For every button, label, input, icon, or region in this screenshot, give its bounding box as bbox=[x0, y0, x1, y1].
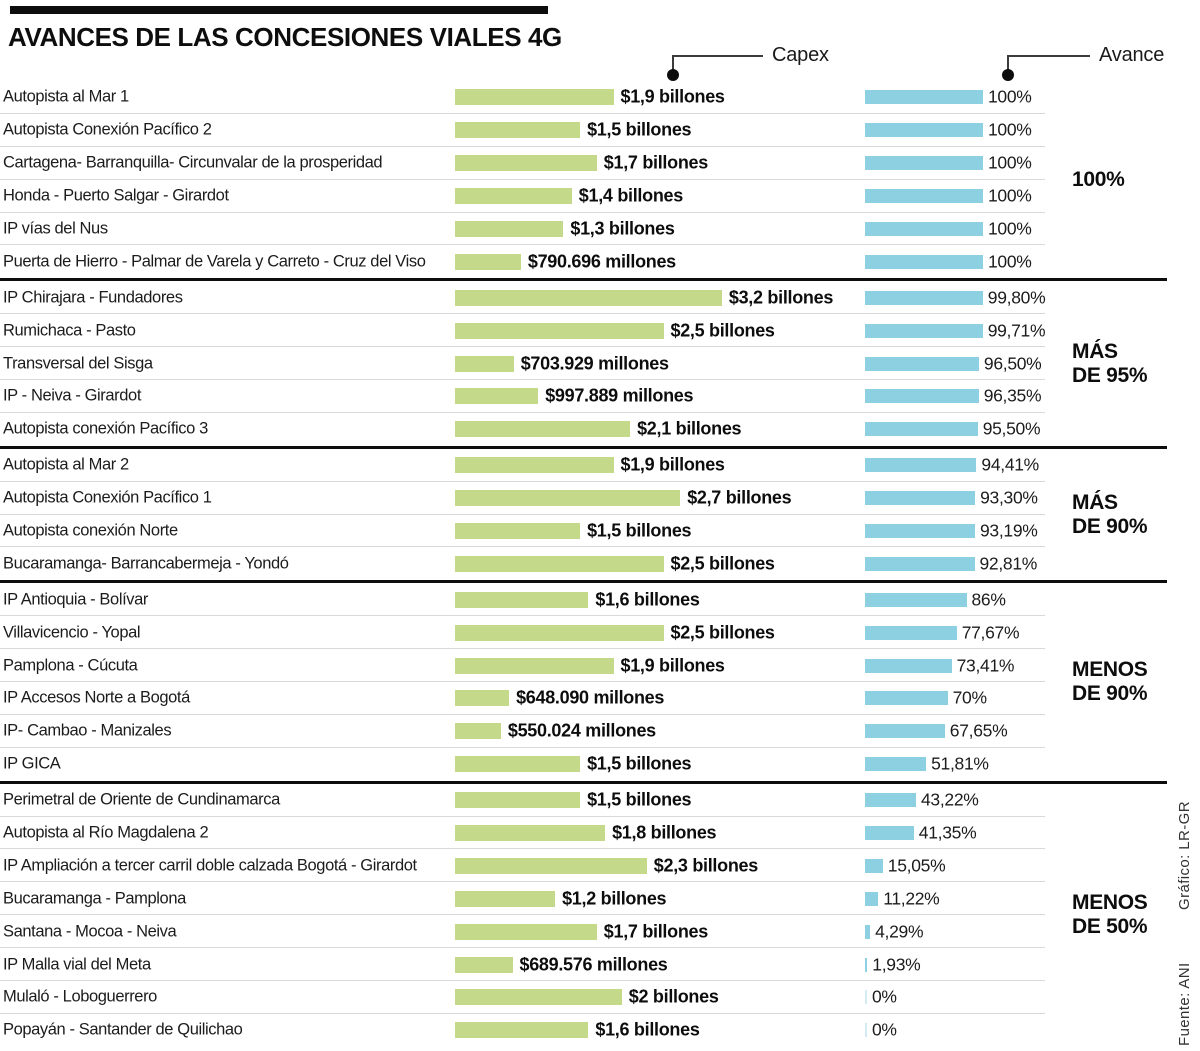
capex-callout-line bbox=[673, 55, 763, 57]
concession-row bbox=[0, 313, 1045, 347]
group-range-label-line: MÁS bbox=[1072, 339, 1118, 363]
capex-value-label: $2,5 billones bbox=[670, 320, 775, 341]
capex-bar bbox=[455, 155, 597, 171]
capex-bar bbox=[455, 858, 647, 874]
avance-value-label: 4,29% bbox=[875, 921, 924, 942]
capex-bar bbox=[455, 924, 597, 940]
concession-name-label: Honda - Puerto Salgar - Girardot bbox=[3, 186, 229, 205]
capex-bar bbox=[455, 290, 722, 306]
avance-bar bbox=[865, 925, 870, 939]
concession-name-label: Pamplona - Cúcuta bbox=[3, 656, 138, 675]
avance-value-label: 93,30% bbox=[980, 487, 1038, 508]
capex-bar bbox=[455, 421, 630, 437]
capex-value-label: $550.024 millones bbox=[507, 720, 656, 741]
concession-row bbox=[0, 947, 1045, 981]
legend-avance-label: Avance bbox=[1099, 44, 1165, 66]
group-range-label-line: DE 95% bbox=[1072, 363, 1148, 387]
avance-bar bbox=[865, 291, 983, 305]
avance-bar bbox=[865, 189, 983, 203]
avance-value-label: 99,71% bbox=[987, 320, 1046, 341]
avance-value-label: 96,50% bbox=[983, 353, 1042, 374]
concession-name-label: Perimetral de Oriente de Cundinamarca bbox=[3, 790, 280, 809]
capex-bar bbox=[455, 957, 513, 973]
capex-bar bbox=[455, 323, 664, 339]
concession-row bbox=[0, 615, 1045, 649]
avance-bar bbox=[865, 626, 957, 640]
concession-name-label: Autopista al Mar 2 bbox=[3, 455, 129, 474]
concession-name-label: Puerta de Hierro - Palmar de Varela y Carreto - Cruz del Viso bbox=[3, 252, 426, 271]
credit-source: Fuente: ANI bbox=[1176, 962, 1193, 1046]
concession-row bbox=[0, 848, 1045, 882]
capex-value-label: $648.090 millones bbox=[516, 687, 665, 708]
avance-value-label: 11,22% bbox=[883, 888, 940, 909]
concession-name-label: IP Antioquia - Bolívar bbox=[3, 590, 148, 609]
capex-callout-dot-icon bbox=[667, 69, 679, 81]
capex-bar bbox=[455, 723, 501, 739]
avance-bar bbox=[865, 1023, 867, 1037]
avance-bar bbox=[865, 724, 945, 738]
concession-row bbox=[0, 648, 1045, 682]
concession-name-label: Mulaló - Loboguerrero bbox=[3, 987, 157, 1006]
avance-value-label: 86% bbox=[971, 589, 1006, 610]
concession-row bbox=[0, 379, 1045, 413]
concession-name-label: IP vías del Nus bbox=[3, 219, 108, 238]
concession-row bbox=[0, 146, 1045, 180]
section-ms-de95 bbox=[0, 281, 1200, 445]
avance-value-label: 93,19% bbox=[980, 520, 1038, 541]
section-100 bbox=[0, 81, 1200, 278]
group-range-label-line: MENOS bbox=[1072, 891, 1148, 915]
avance-bar bbox=[865, 593, 967, 607]
avance-bar bbox=[865, 255, 983, 269]
concession-row bbox=[0, 546, 1045, 580]
avance-value-label: 95,50% bbox=[982, 418, 1041, 439]
concession-name-label: Autopista conexión Norte bbox=[3, 521, 178, 540]
concession-row bbox=[0, 583, 1045, 616]
avance-callout-line bbox=[1008, 55, 1090, 57]
capex-value-label: $997.889 millones bbox=[545, 385, 694, 406]
avance-value-label: 96,35% bbox=[983, 385, 1042, 406]
concession-row bbox=[0, 747, 1045, 781]
concession-name-label: Villavicencio - Yopal bbox=[3, 623, 141, 642]
capex-bar bbox=[455, 1022, 588, 1038]
capex-value-label: $1,5 billones bbox=[587, 753, 692, 774]
concession-name-label: Bucaramanga - Pamplona bbox=[3, 889, 186, 908]
concession-name-label: Cartagena- Barranquilla- Circunvalar de la prosperidad bbox=[3, 153, 383, 172]
concession-name-label: Autopista conexión Pacífico 3 bbox=[3, 419, 208, 438]
avance-value-label: 100% bbox=[988, 251, 1032, 272]
concession-row bbox=[0, 681, 1045, 715]
avance-value-label: 51,81% bbox=[931, 753, 989, 774]
avance-value-label: 41,35% bbox=[918, 822, 977, 843]
avance-bar bbox=[865, 222, 983, 236]
group-range-label bbox=[1072, 491, 1147, 539]
capex-value-label: $1,2 billones bbox=[562, 888, 667, 909]
capex-bar bbox=[455, 221, 563, 237]
concession-name-label: Autopista al Mar 1 bbox=[3, 87, 129, 106]
chart-body bbox=[0, 81, 1200, 1047]
avance-value-label: 100% bbox=[988, 119, 1032, 140]
avance-value-label: 43,22% bbox=[921, 789, 979, 810]
concession-name-label: Bucaramanga- Barrancabermeja - Yondó bbox=[3, 554, 289, 573]
group-range-label-line: DE 90% bbox=[1072, 514, 1148, 538]
concession-name-label: Autopista al Río Magdalena 2 bbox=[3, 823, 209, 842]
capex-value-label: $2,7 billones bbox=[687, 487, 792, 508]
avance-bar bbox=[865, 156, 983, 170]
avance-bar bbox=[865, 557, 975, 571]
concession-row bbox=[0, 514, 1045, 548]
concession-row bbox=[0, 179, 1045, 213]
capex-value-label: $1,4 billones bbox=[578, 185, 683, 206]
concession-row bbox=[0, 914, 1045, 948]
capex-bar bbox=[455, 523, 580, 539]
concession-row bbox=[0, 281, 1045, 314]
avance-value-label: 100% bbox=[988, 86, 1032, 107]
avance-value-label: 0% bbox=[872, 1019, 897, 1040]
avance-bar bbox=[865, 324, 983, 338]
capex-value-label: $2,3 billones bbox=[653, 855, 758, 876]
concession-row bbox=[0, 81, 1045, 114]
concession-row bbox=[0, 412, 1045, 446]
avance-callout-dot-icon bbox=[1002, 69, 1014, 81]
avance-bar bbox=[865, 958, 867, 972]
capex-bar bbox=[455, 490, 680, 506]
avance-bar bbox=[865, 524, 975, 538]
capex-value-label: $1,7 billones bbox=[603, 152, 708, 173]
section-menos-de90 bbox=[0, 583, 1200, 780]
group-range-label bbox=[1072, 340, 1147, 388]
avance-bar bbox=[865, 659, 952, 673]
concession-name-label: Rumichaca - Pasto bbox=[3, 321, 136, 340]
capex-value-label: $1,9 billones bbox=[620, 655, 725, 676]
concession-row bbox=[0, 816, 1045, 850]
capex-bar bbox=[455, 792, 580, 808]
capex-bar bbox=[455, 625, 664, 641]
capex-value-label: $1,6 billones bbox=[595, 1019, 700, 1040]
avance-bar bbox=[865, 859, 883, 873]
concession-row bbox=[0, 714, 1045, 748]
concession-name-label: IP Chirajara - Fundadores bbox=[3, 288, 183, 307]
group-range-label-line: 100% bbox=[1072, 167, 1125, 191]
group-range-label bbox=[1072, 658, 1148, 706]
capex-value-label: $1,3 billones bbox=[570, 218, 675, 239]
capex-value-label: $1,9 billones bbox=[620, 454, 725, 475]
avance-value-label: 77,67% bbox=[961, 622, 1020, 643]
concession-row bbox=[0, 881, 1045, 915]
concession-name-label: IP Accesos Norte a Bogotá bbox=[3, 688, 190, 707]
avance-value-label: 99,80% bbox=[987, 287, 1046, 308]
concession-row bbox=[0, 1013, 1045, 1047]
capex-value-label: $703.929 millones bbox=[520, 353, 669, 374]
group-range-label-line: MÁS bbox=[1072, 490, 1118, 514]
avance-bar bbox=[865, 826, 914, 840]
capex-bar bbox=[455, 388, 538, 404]
capex-value-label: $1,7 billones bbox=[603, 921, 708, 942]
avance-value-label: 94,41% bbox=[981, 454, 1039, 475]
avance-bar bbox=[865, 990, 867, 1004]
avance-value-label: 67,65% bbox=[949, 720, 1008, 741]
concession-row bbox=[0, 784, 1045, 817]
concession-name-label: Popayán - Santander de Quilichao bbox=[3, 1020, 243, 1039]
capex-bar bbox=[455, 254, 521, 270]
avance-bar bbox=[865, 357, 979, 371]
capex-value-label: $1,9 billones bbox=[620, 86, 725, 107]
avance-value-label: 15,05% bbox=[887, 855, 946, 876]
capex-value-label: $2 billones bbox=[628, 986, 719, 1007]
concession-name-label: IP Ampliación a tercer carril doble calzada Bogotá - Girardot bbox=[3, 856, 417, 875]
group-range-label bbox=[1072, 891, 1148, 939]
concession-row bbox=[0, 980, 1045, 1014]
capex-bar bbox=[455, 592, 588, 608]
capex-value-label: $790.696 millones bbox=[527, 251, 676, 272]
concession-name-label: Santana - Mocoa - Neiva bbox=[3, 922, 177, 941]
legend-capex-label: Capex bbox=[772, 44, 829, 66]
capex-bar bbox=[455, 690, 509, 706]
capex-value-label: $1,5 billones bbox=[587, 119, 692, 140]
capex-value-label: $1,5 billones bbox=[587, 520, 692, 541]
avance-bar bbox=[865, 90, 983, 104]
capex-bar bbox=[455, 989, 622, 1005]
section-menos-de50 bbox=[0, 784, 1200, 1047]
capex-bar bbox=[455, 891, 555, 907]
capex-bar bbox=[455, 556, 664, 572]
concession-row bbox=[0, 113, 1045, 147]
concession-name-label: IP GICA bbox=[3, 754, 61, 773]
section-ms-de90 bbox=[0, 449, 1200, 581]
group-range-label-line: MENOS bbox=[1072, 658, 1148, 682]
capex-bar bbox=[455, 188, 572, 204]
capex-value-label: $2,5 billones bbox=[670, 553, 775, 574]
capex-bar bbox=[455, 825, 605, 841]
avance-bar bbox=[865, 793, 916, 807]
capex-value-label: $1,6 billones bbox=[595, 589, 700, 610]
avance-bar bbox=[865, 389, 979, 403]
avance-bar bbox=[865, 458, 976, 472]
concession-name-label: Autopista Conexión Pacífico 1 bbox=[3, 488, 212, 507]
capex-bar bbox=[455, 658, 614, 674]
avance-bar bbox=[865, 491, 975, 505]
capex-value-label: $3,2 billones bbox=[728, 287, 834, 308]
avance-value-label: 100% bbox=[988, 218, 1032, 239]
avance-bar bbox=[865, 123, 983, 137]
concession-name-label: IP - Neiva - Girardot bbox=[3, 386, 142, 405]
concession-name-label: IP- Cambao - Manizales bbox=[3, 721, 172, 740]
avance-bar bbox=[865, 757, 926, 771]
concession-name-label: IP Malla vial del Meta bbox=[3, 955, 151, 974]
avance-bar bbox=[865, 422, 978, 436]
concession-name-label: Autopista Conexión Pacífico 2 bbox=[3, 120, 212, 139]
capex-value-label: $2,1 billones bbox=[637, 418, 742, 439]
concession-row bbox=[0, 212, 1045, 246]
avance-value-label: 73,41% bbox=[956, 655, 1015, 676]
capex-bar bbox=[455, 122, 580, 138]
group-range-label-line: DE 90% bbox=[1072, 682, 1148, 706]
concession-row bbox=[0, 449, 1045, 482]
concession-row bbox=[0, 481, 1045, 515]
capex-bar bbox=[455, 356, 514, 372]
capex-value-label: $2,5 billones bbox=[670, 622, 775, 643]
capex-value-label: $689.576 millones bbox=[519, 954, 668, 975]
concession-name-label: Transversal del Sisga bbox=[3, 354, 153, 373]
capex-value-label: $1,5 billones bbox=[587, 789, 692, 810]
group-range-label-line: DE 50% bbox=[1072, 915, 1148, 939]
capex-bar bbox=[455, 89, 614, 105]
title-rule bbox=[10, 6, 548, 14]
capex-value-label: $1,8 billones bbox=[612, 822, 717, 843]
avance-value-label: 0% bbox=[872, 986, 897, 1007]
avance-value-label: 70% bbox=[952, 687, 987, 708]
concession-row bbox=[0, 244, 1045, 278]
concession-row bbox=[0, 346, 1045, 380]
capex-bar bbox=[455, 756, 580, 772]
group-range-label bbox=[1072, 168, 1125, 192]
capex-bar bbox=[455, 457, 614, 473]
avance-bar bbox=[865, 691, 948, 705]
avance-value-label: 1,93% bbox=[872, 954, 921, 975]
avance-value-label: 100% bbox=[988, 152, 1032, 173]
avance-value-label: 92,81% bbox=[979, 553, 1038, 574]
credit-graphic: Gráfico: LR-GR bbox=[1176, 801, 1193, 910]
avance-value-label: 100% bbox=[988, 185, 1032, 206]
avance-bar bbox=[865, 892, 878, 906]
page-title: AVANCES DE LAS CONCESIONES VIALES 4G bbox=[8, 22, 562, 52]
